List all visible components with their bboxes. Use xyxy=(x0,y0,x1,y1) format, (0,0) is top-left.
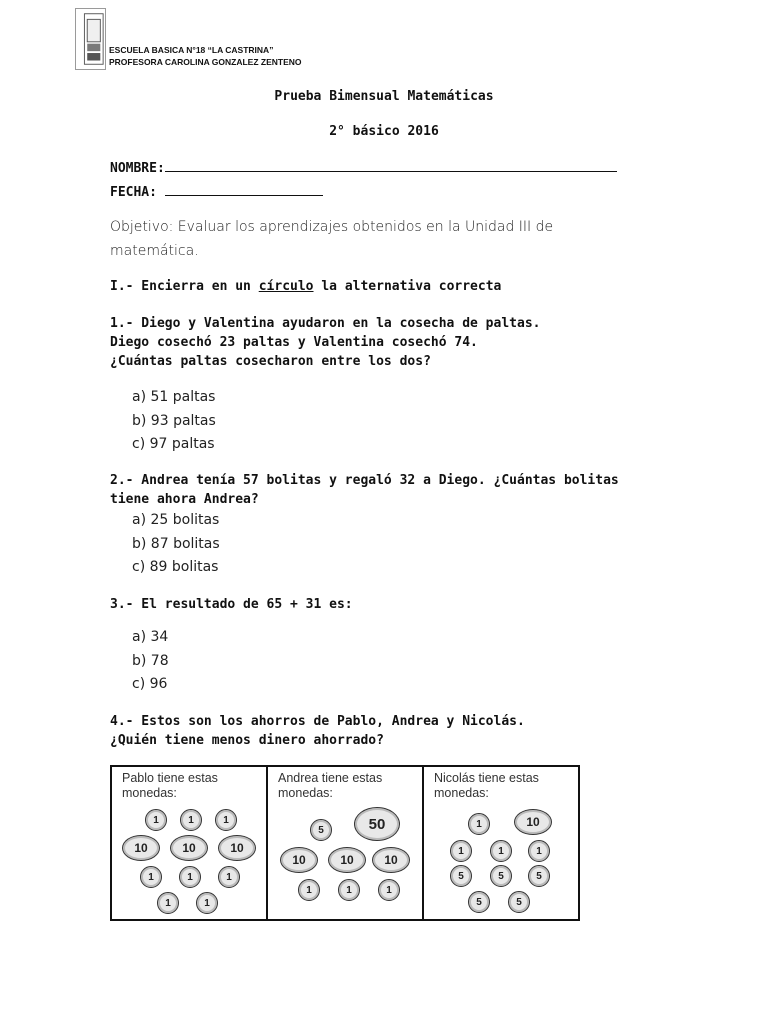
q2-option-c[interactable]: c) 89 bolitas xyxy=(132,559,219,575)
q1-option-b[interactable]: b) 93 paltas xyxy=(132,412,216,429)
question-4 xyxy=(110,712,630,750)
pablo-label: Pablo tiene estas monedas: xyxy=(122,771,218,800)
question-1 xyxy=(110,314,630,371)
objective-text: Evaluar los aprendizajes obtenidos en la Unidad III de matemática. xyxy=(110,219,554,259)
coin-icon: 1 xyxy=(450,840,472,862)
q2-options xyxy=(132,509,220,580)
school-logo xyxy=(75,8,106,70)
coin-icon: 5 xyxy=(310,819,332,841)
nicolas-cell xyxy=(424,767,578,919)
objective-label: Objetivo: xyxy=(110,219,174,235)
coin-icon: 1 xyxy=(196,892,218,914)
teacher-name: PROFESORA CAROLINA GONZALEZ ZENTENO xyxy=(109,57,302,67)
coin-icon: 5 xyxy=(508,891,530,913)
coin-icon: 10 xyxy=(280,847,318,873)
name-label: NOMBRE: xyxy=(110,161,165,176)
coin-icon: 1 xyxy=(215,809,237,831)
school-name: ESCUELA BASICA N°18 “LA CASTRINA” xyxy=(109,45,274,55)
q1-option-c[interactable]: c) 97 paltas xyxy=(132,436,215,452)
q4-line: 4.- Estos son los ahorros de Pablo, Andrea y Nicolás. xyxy=(110,714,525,729)
name-line xyxy=(165,160,617,172)
section-emphasis: círculo xyxy=(258,279,314,294)
q4-line: ¿Quién tiene menos dinero ahorrado? xyxy=(110,733,384,748)
section-instruction xyxy=(110,277,630,296)
q3-option-b[interactable]: b) 78 xyxy=(132,652,169,669)
nicolas-label: Nicolás tiene estas monedas: xyxy=(434,771,539,800)
coin-icon: 5 xyxy=(490,865,512,887)
coin-icon: 1 xyxy=(490,840,512,862)
coin-icon: 1 xyxy=(180,809,202,831)
question-3: 3.- El resultado de 65 + 31 es: xyxy=(110,597,353,612)
coin-icon: 1 xyxy=(140,866,162,888)
coin-icon: 50 xyxy=(354,807,400,841)
coin-icon: 1 xyxy=(145,809,167,831)
q3-options xyxy=(132,626,169,697)
q1-options xyxy=(132,386,216,457)
q1-line: Diego cosechó 23 paltas y Valentina cosechó 74. xyxy=(110,335,478,350)
q2-line: tiene ahora Andrea? xyxy=(110,492,259,507)
exam-subtitle: 2° básico 2016 xyxy=(329,124,439,139)
coins-table xyxy=(110,765,580,921)
coin-icon: 1 xyxy=(338,879,360,901)
coin-icon: 5 xyxy=(450,865,472,887)
school-header xyxy=(109,44,302,68)
coin-icon: 1 xyxy=(179,866,201,888)
coin-icon: 10 xyxy=(372,847,410,873)
section-suffix: la alternativa correcta xyxy=(313,279,502,294)
andrea-label: Andrea tiene estas monedas: xyxy=(278,771,383,800)
coin-icon: 10 xyxy=(328,847,366,873)
q3-option-a[interactable]: a) 34 xyxy=(132,629,169,645)
school-crest-icon xyxy=(76,9,105,69)
coin-icon: 5 xyxy=(528,865,550,887)
q1-option-a[interactable]: a) 51 paltas xyxy=(132,389,216,405)
andrea-cell xyxy=(268,767,424,919)
q3-option-c[interactable]: c) 96 xyxy=(132,676,168,692)
date-line xyxy=(165,184,323,196)
coin-icon: 10 xyxy=(514,809,552,835)
coin-icon: 10 xyxy=(218,835,256,861)
section-prefix: I.- Encierra en un xyxy=(110,279,259,294)
q1-line: 1.- Diego y Valentina ayudaron en la cosecha de paltas. xyxy=(110,316,541,331)
question-2 xyxy=(110,471,650,509)
objective xyxy=(110,215,610,263)
coin-icon: 1 xyxy=(378,879,400,901)
date-label: FECHA: xyxy=(110,185,165,200)
coin-icon: 10 xyxy=(170,835,208,861)
coin-icon: 1 xyxy=(468,813,490,835)
coin-icon: 1 xyxy=(218,866,240,888)
q2-option-a[interactable]: a) 25 bolitas xyxy=(132,512,220,528)
coin-icon: 1 xyxy=(298,879,320,901)
coin-icon: 1 xyxy=(528,840,550,862)
coin-icon: 5 xyxy=(468,891,490,913)
q2-option-b[interactable]: b) 87 bolitas xyxy=(132,535,220,552)
name-field xyxy=(110,160,617,176)
exam-title: Prueba Bimensual Matemáticas xyxy=(274,89,494,104)
coin-icon: 10 xyxy=(122,835,160,861)
q1-line: ¿Cuántas paltas cosecharon entre los dos? xyxy=(110,354,431,369)
pablo-cell xyxy=(112,767,268,919)
q2-line: 2.- Andrea tenía 57 bolitas y regaló 32 a Diego. ¿Cuántas bolitas xyxy=(110,473,619,488)
coin-icon: 1 xyxy=(157,892,179,914)
date-field xyxy=(110,184,323,200)
